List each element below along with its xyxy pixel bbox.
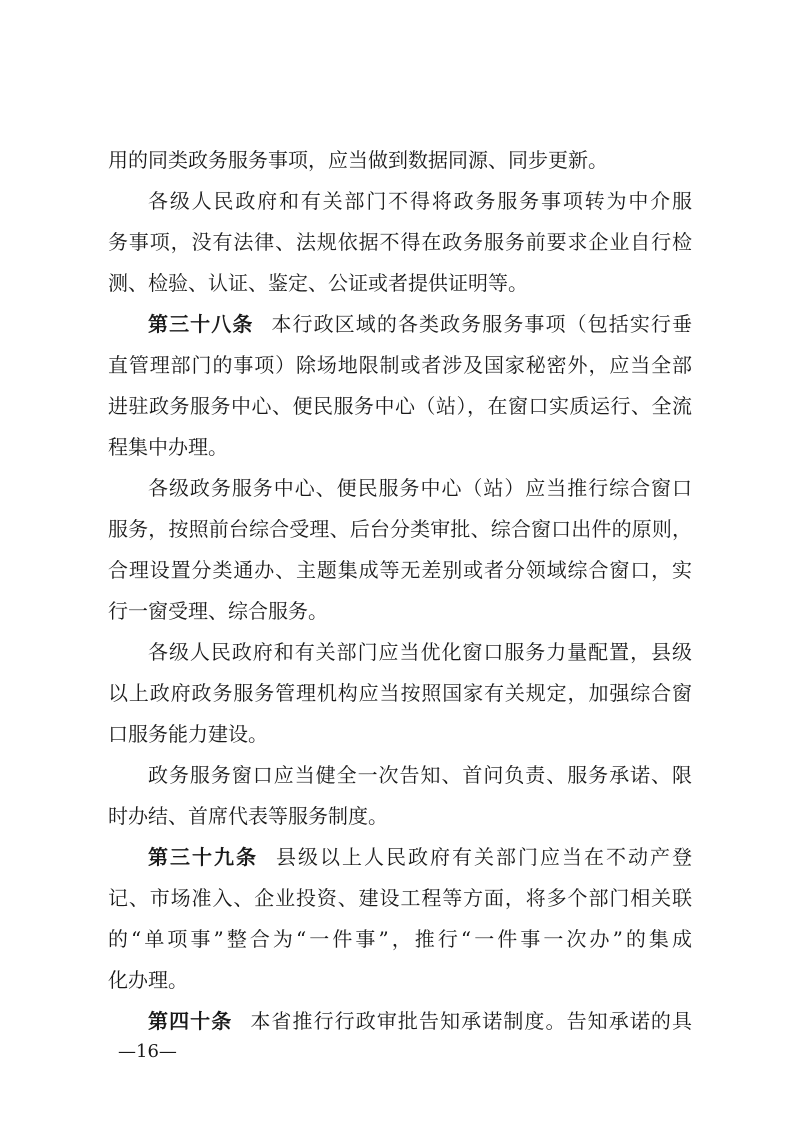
- article-line: [148, 843, 692, 871]
- page-number: —16—: [118, 1041, 177, 1062]
- body-line: 直管理部门的事项）除场地限制或者涉及国家秘密外，应当全部: [108, 353, 692, 377]
- body-line: 测、检验、认证、鉴定、公证或者提供证明等。: [108, 271, 528, 295]
- article-heading: 第四十条: [148, 1009, 233, 1033]
- article-heading: 第三十九条: [148, 845, 258, 869]
- body-line: 的“单项事”整合为“一件事”，推行“一件事一次办”的集成: [108, 927, 692, 951]
- body-line: 各级人民政府和有关部门应当优化窗口服务力量配置，县级: [148, 640, 692, 664]
- body-line: 政务服务窗口应当健全一次告知、首问负责、服务承诺、限: [148, 763, 692, 787]
- body-line: 服务，按照前台综合受理、后台分类审批、综合窗口出件的原则，: [108, 517, 692, 541]
- body-line: 程集中办理。: [108, 435, 228, 459]
- article-text: 县级以上人民政府有关部门应当在不动产登: [276, 845, 692, 869]
- article-heading: 第三十八条: [148, 312, 254, 336]
- article-line: [148, 310, 692, 338]
- body-line: 记、市场准入、企业投资、建设工程等方面，将多个部门相关联: [108, 886, 692, 910]
- body-line: 行一窗受理、综合服务。: [108, 599, 328, 623]
- body-line: 以上政府政务服务管理机构应当按照国家有关规定，加强综合窗: [108, 681, 692, 705]
- body-line: 各级人民政府和有关部门不得将政务服务事项转为中介服: [148, 189, 692, 213]
- article-text: 本行政区域的各类政务服务事项（包括实行垂: [271, 312, 693, 336]
- body-line: 口服务能力建设。: [108, 722, 268, 746]
- body-line: 进驻政务服务中心、便民服务中心（站），在窗口实质运行、全流: [108, 394, 692, 418]
- body-line: 务事项，没有法律、法规依据不得在政务服务前要求企业自行检: [108, 230, 692, 254]
- body-line: 各级政务服务中心、便民服务中心（站）应当推行综合窗口: [148, 476, 692, 500]
- body-line: 用的同类政务服务事项，应当做到数据同源、同步更新。: [108, 148, 608, 172]
- body-line: 合理设置分类通办、主题集成等无差别或者分领域综合窗口，实: [108, 558, 692, 582]
- article-text: 本省推行行政审批告知承诺制度。告知承诺的具: [250, 1009, 693, 1033]
- article-line: [148, 1007, 692, 1035]
- body-line: 化办理。: [108, 968, 188, 992]
- body-line: 时办结、首席代表等服务制度。: [108, 804, 388, 828]
